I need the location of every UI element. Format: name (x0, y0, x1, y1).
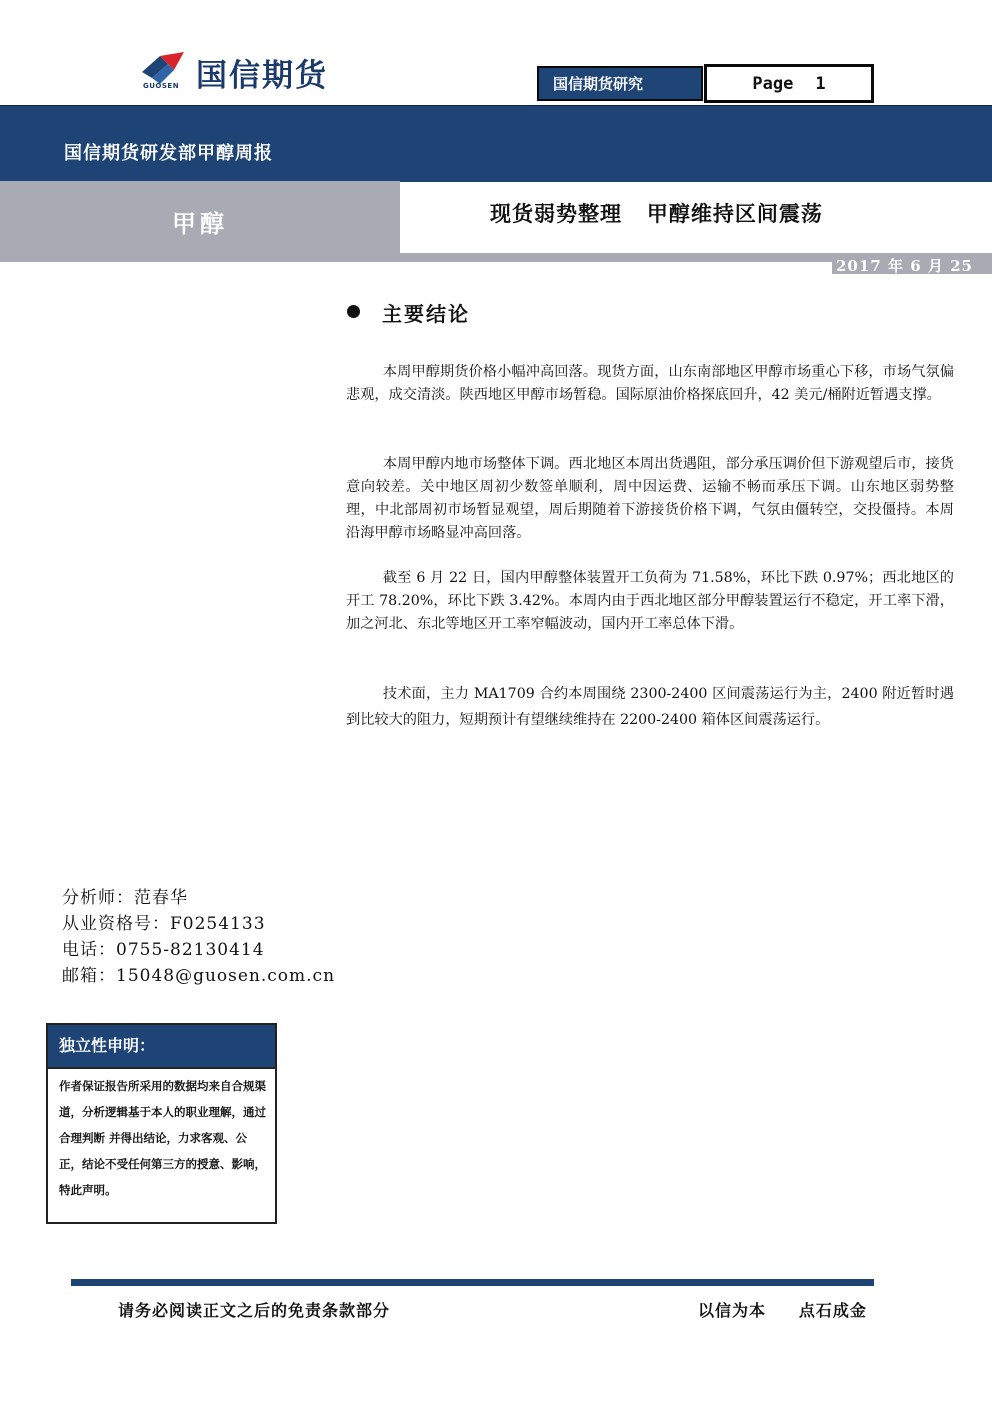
paragraph-technical: 技术面，主力 MA1709 合约本周围绕 2300-2400 区间震荡运行为主，2400 附近暂时遇到比较大的阻力，短期预计有望继续维持在 2200-2400 箱体区间震荡运行。 (346, 686, 954, 728)
report-date: 2017 年 6 月 25 日 (836, 257, 973, 296)
paragraph-inland: 本周甲醇内地市场整体下调。西北地区本周出货遇阻，部分承压调价但下游观望后市，接货意向较差。关中地区周初少数签单顺利，周中因运费、运输不畅而承压下调。山东地区弱势整理，中北部周初市场暂显观望，周后期随着下游接货价格下调，气氛由僵转空，交投僵持。本周沿海甲醇市场略显冲高回落。 (346, 456, 954, 541)
disclaimer-title: 独立性申明： (59, 1036, 156, 1055)
analyst-phone: 电话：0755-82130414 (62, 940, 265, 960)
page-number: 1 (815, 73, 826, 94)
section-title: 主要结论 (382, 302, 470, 326)
paragraph-operating-rate: 截至 6 月 22 日，国内甲醇整体装置开工负荷为 71.58%，环比下跌 0.97%；西北地区的开工 78.20%，环比下跌 3.42%。本周内由于西北地区部分甲醇装置运行不稳定，开工率下滑，加之河北、东北等地区开工率窄幅波动，国内开工率总体下滑。 (346, 570, 954, 632)
brand-name: 国信期货 (196, 58, 328, 94)
analyst-email: 邮箱：15048@guosen.com.cn (62, 966, 336, 986)
disclaimer-body: 作者保证报告所采用的数据均来自合规渠道，分析逻辑基于本人的职业理解，通过合理判断 并得出结论，力求客观、公正，结论不受任何第三方的授意、影响，特此声明。 (59, 1079, 266, 1197)
report-series-title: 国信期货研发部甲醇周报 (64, 143, 273, 164)
report-headline: 现货弱势整理 甲醇维持区间震荡 (490, 201, 823, 226)
analyst-license: 从业资格号：F0254133 (62, 914, 266, 934)
footer-slogan: 以信为本 点石成金 (698, 1301, 867, 1320)
page-label: Page (752, 73, 794, 94)
research-label-box (537, 66, 703, 101)
analyst-name: 分析师：范春华 (62, 888, 188, 908)
page-indicator (704, 64, 874, 103)
research-label: 国信期货研究 (553, 75, 644, 93)
paragraph-market: 本周甲醇期货价格小幅冲高回落。现货方面，山东南部地区甲醇市场重心下移，市场气氛偏悲观，成交清淡。陕西地区甲醇市场暂稳。国际原油价格探底回升，42 美元/桶附近暂遇支撑。 (346, 364, 954, 403)
bullet-icon (347, 305, 360, 318)
footer-notice: 请务必阅读正文之后的免责条款部分 (118, 1301, 391, 1320)
footer-divider (71, 1279, 874, 1286)
category-label: 甲醇 (172, 209, 228, 238)
brand-name-en: GUOSEN (143, 82, 180, 90)
